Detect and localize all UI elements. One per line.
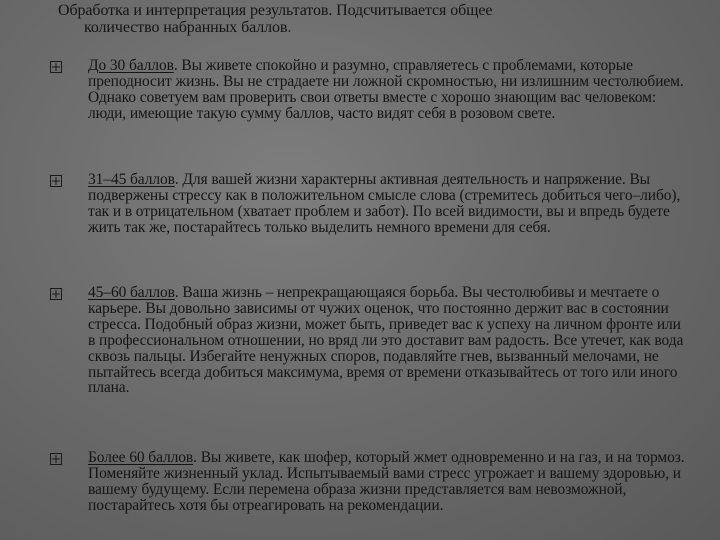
- list-item-text: [88, 58, 688, 122]
- list-item-lead: 45–60 баллов: [88, 284, 175, 301]
- heading-line-2-text: количество набранных баллов: [84, 19, 288, 36]
- list-item-text: [88, 285, 688, 396]
- list-item-text: [88, 450, 688, 514]
- boxed-cross-icon: [50, 175, 62, 187]
- list-item-lead: 31–45 баллов: [88, 171, 175, 188]
- slide-heading: [58, 2, 678, 36]
- list-item-body: . Ваша жизнь – непрекращающаяся борьба. Вы честолюбивы и мечтаете о карьере. Вы довольно зависимы от чужих оценок, что постоянно держит вас в состоянии стресса. Подобный образ жизни, может быть, приведет вас к успеху на личном фронте или в профессиональном отношении, но вряд ли это доставит вам радость. Все утечет, как вода сквозь пальцы. Избегайте ненужных споров, подавляйте гнев, вызванный мелочами, не пытайтесь всегда добиться максимума, время от времени отказывайтесь от того или иного плана.: [88, 284, 684, 397]
- list-item-body: . Вы живете, как шофер, который жмет одновременно и на газ, и на тормоз. Поменяйте жизненный уклад. Испытываемый вами стресс угрожает и вашему здоровью, и вашему будущему. Если перемена образа жизни представляется вам невозможной, постарайтесь хотя бы отреагировать на рекомендации.: [88, 449, 685, 514]
- boxed-cross-icon: [50, 288, 62, 300]
- heading-line-1: Обработка и интерпретация результатов. Подсчитывается общее: [58, 2, 493, 19]
- list-item-lead: Более 60 баллов: [88, 449, 194, 466]
- list-item-text: [88, 172, 688, 236]
- list-item-body: . Вы живете спокойно и разумно, справляетесь с проблемами, которые преподносит жизнь. Вы не страдаете ни ложной скромностью, ни излишним честолюбием. Однако советуем вам проверить свои ответы вместе с хорошо знающим вас человеком: люди, имеющие такую сумму баллов, часто видят себя в розовом свете.: [88, 57, 684, 122]
- heading-line-2-tail: .: [287, 19, 292, 36]
- boxed-cross-icon: [50, 453, 62, 465]
- list-item-body: . Для вашей жизни характерны активная деятельность и напряжение. Вы подвержены стрессу как в положительном смысле слова (стремитесь добиться чего–либо), так и в отрицательном (хватает проблем и забот). По всей видимости, вы и впредь будете жить так же, постарайтесь только выделить немного времени для себя.: [88, 171, 681, 236]
- boxed-cross-icon: [50, 61, 62, 73]
- list-item-lead: До 30 баллов: [88, 57, 174, 74]
- heading-line-2: [58, 19, 678, 36]
